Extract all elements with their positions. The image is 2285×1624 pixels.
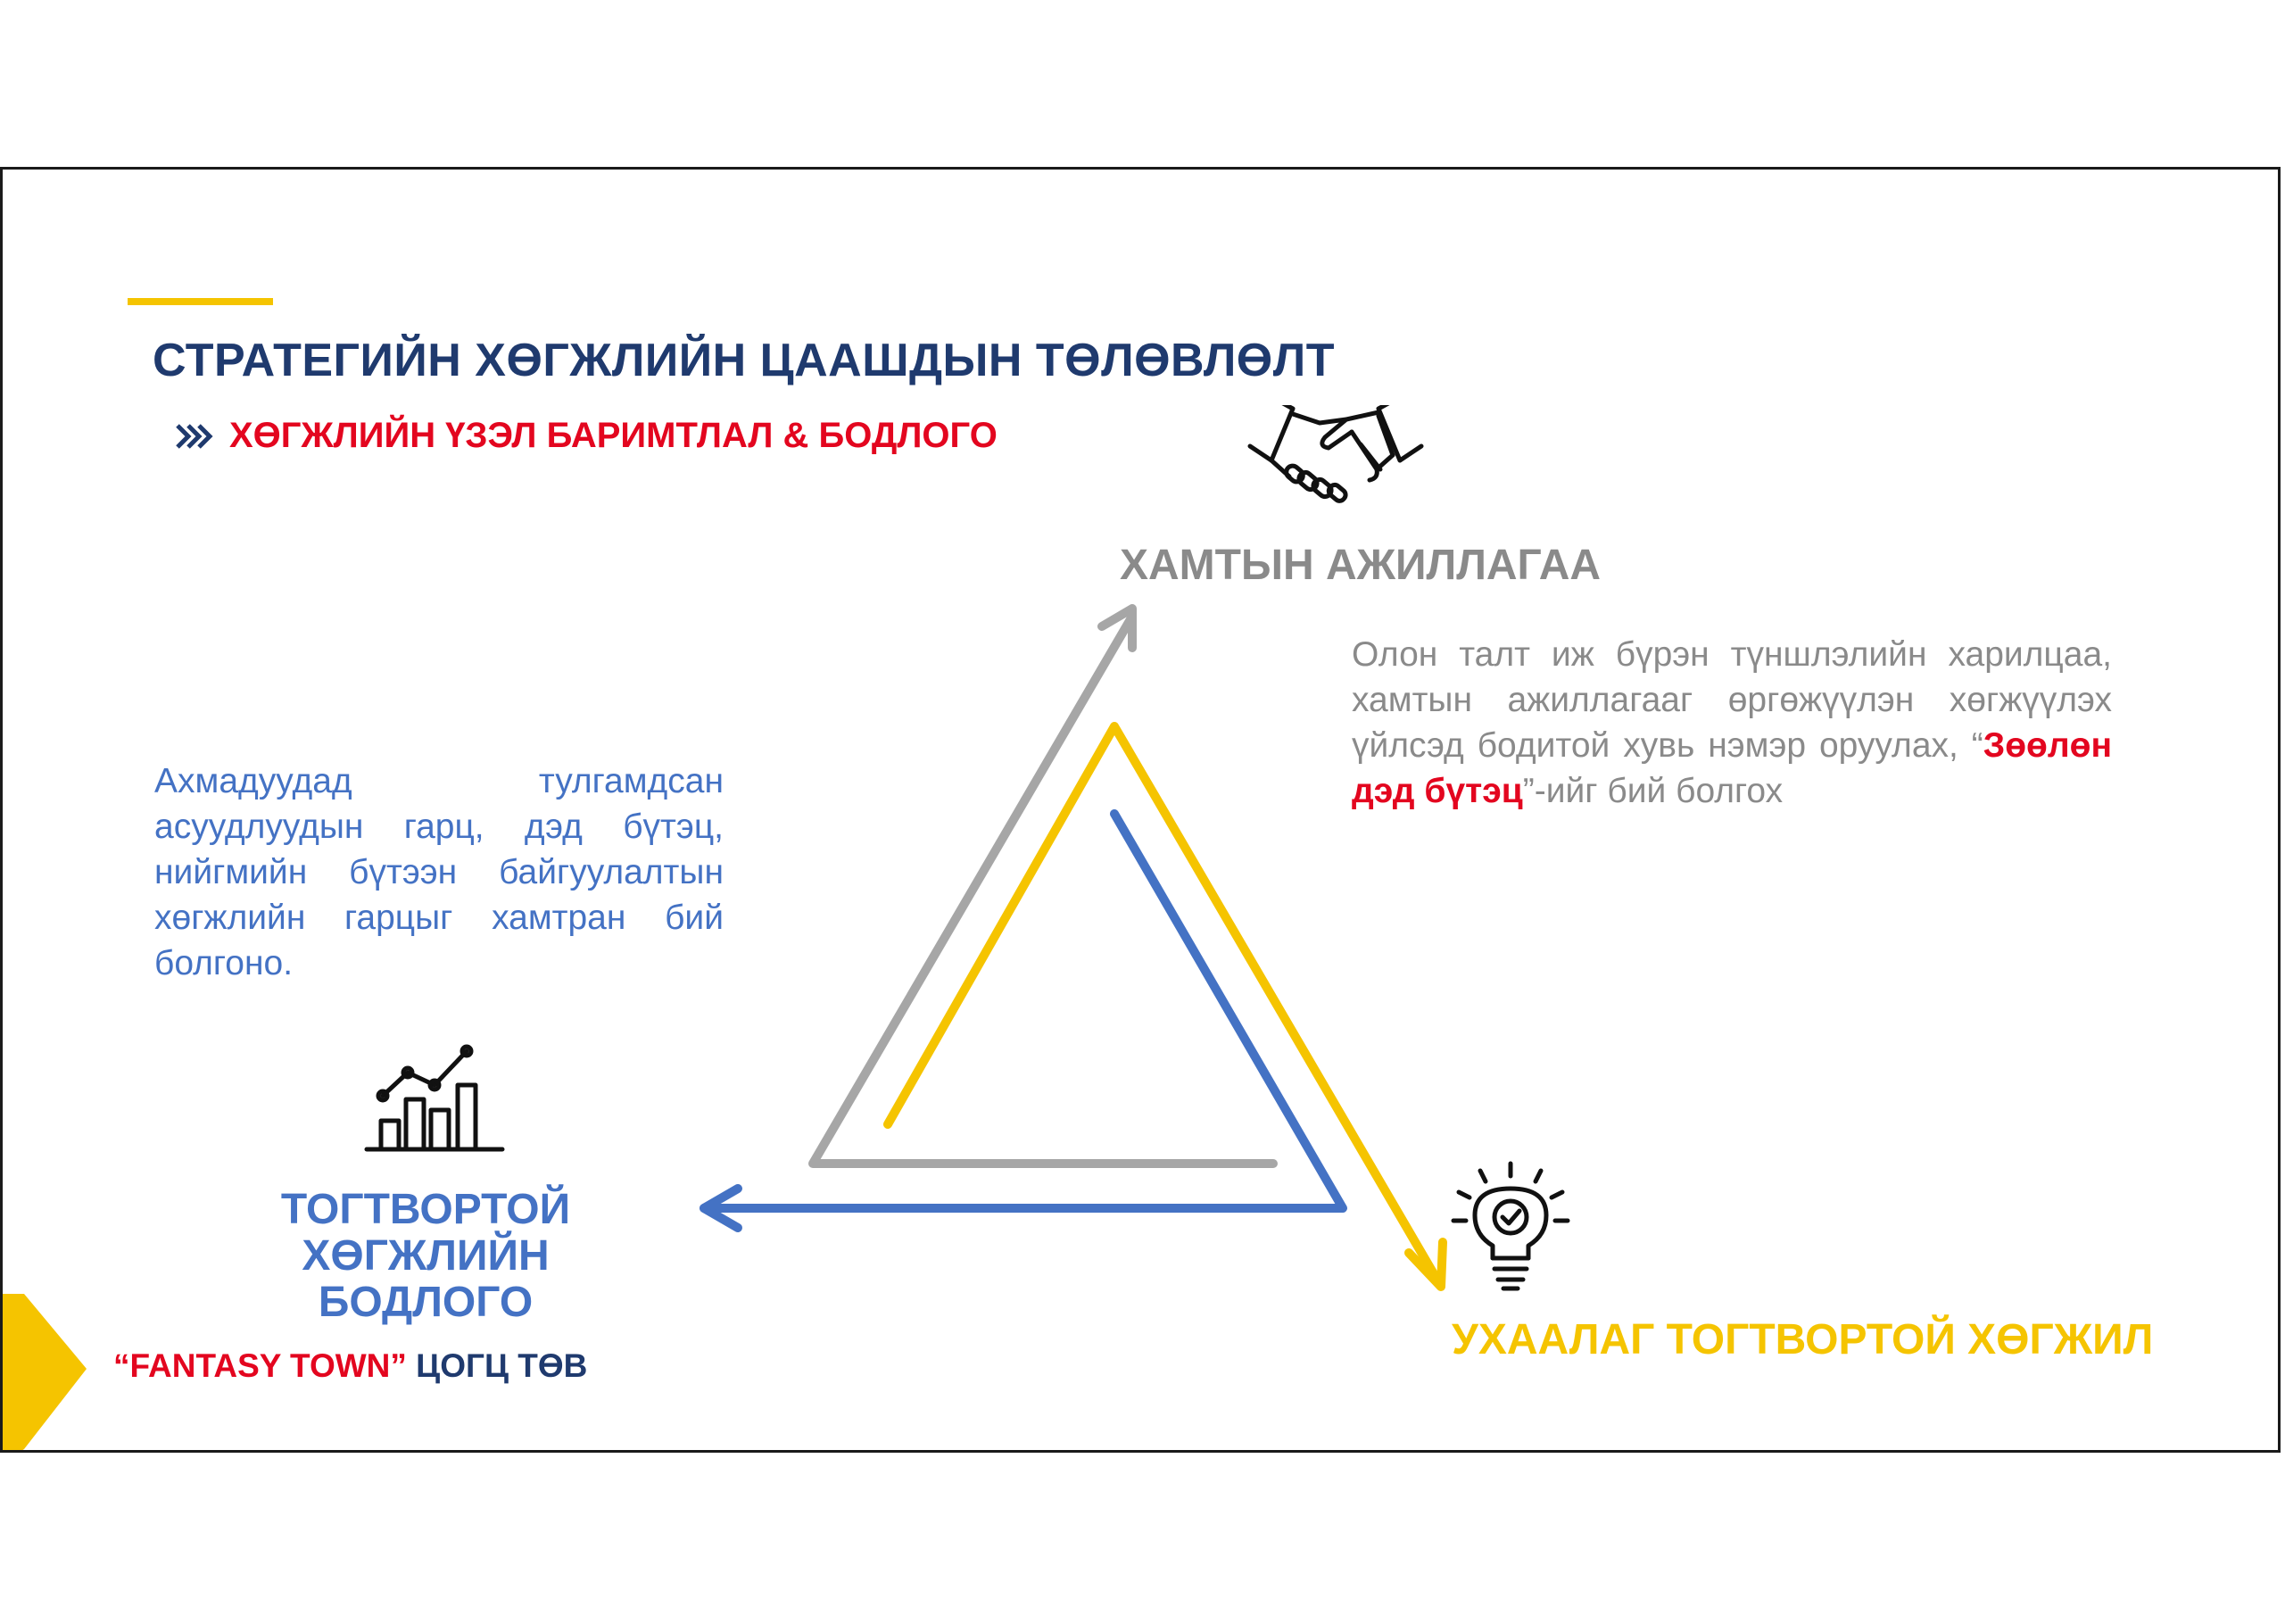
node-label-smart-development: УХААЛАГ ТОГТВОРТОЙ ХӨГЖИЛ — [1452, 1316, 2154, 1363]
cooperation-description — [1352, 632, 2112, 814]
yellow-corner-marker — [3, 1294, 88, 1453]
fantasy-town-suffix: ЦОГЦ ТӨВ — [406, 1347, 588, 1384]
node-label-cooperation: ХАМТЫН АЖИЛЛАГАА — [1120, 542, 1602, 589]
policy-description: Ахмадуудад тулгамдсан асуудлуудын гарц, дэд бүтэц, нийгмийн бүтээн байгуулалтын хөгжлийн гарцыг хамтран бий болгоно. — [154, 762, 724, 982]
page-subtitle: ХӨГЖЛИЙН ҮЗЭЛ БАРИМТЛАЛ & БОДЛОГО — [229, 416, 998, 455]
fantasy-town-note — [113, 1347, 587, 1385]
cooperation-description-text: Олон талт иж бүрэн түншлэлийн харилцаа, хамтын ажиллагааг өргөжүүлэн хөгжүүлэх үйлсэд бодитой хувь нэмэр оруулах, “ — [1352, 635, 2112, 765]
lightbulb-icon — [1448, 1158, 1573, 1294]
slide — [0, 167, 2281, 1453]
page-title: СТРАТЕГИЙН ХӨГЖЛИЙН ЦААШДЫН ТӨЛӨВЛӨЛТ — [153, 335, 1335, 386]
node-label-sustainable-policy: ТОГТВОРТОЙ ХӨГЖЛИЙН БОДЛОГО — [280, 1186, 571, 1326]
cooperation-description-tail: ”-ийг бий болгох — [1522, 772, 1784, 810]
fantasy-town-name: “FANTASY TOWN” — [113, 1347, 407, 1384]
handshake-icon — [1246, 405, 1425, 512]
soft-infrastructure-highlight: Зөөлөн дэд бүтэц — [1352, 726, 2112, 810]
bar-chart-icon — [363, 1037, 506, 1153]
